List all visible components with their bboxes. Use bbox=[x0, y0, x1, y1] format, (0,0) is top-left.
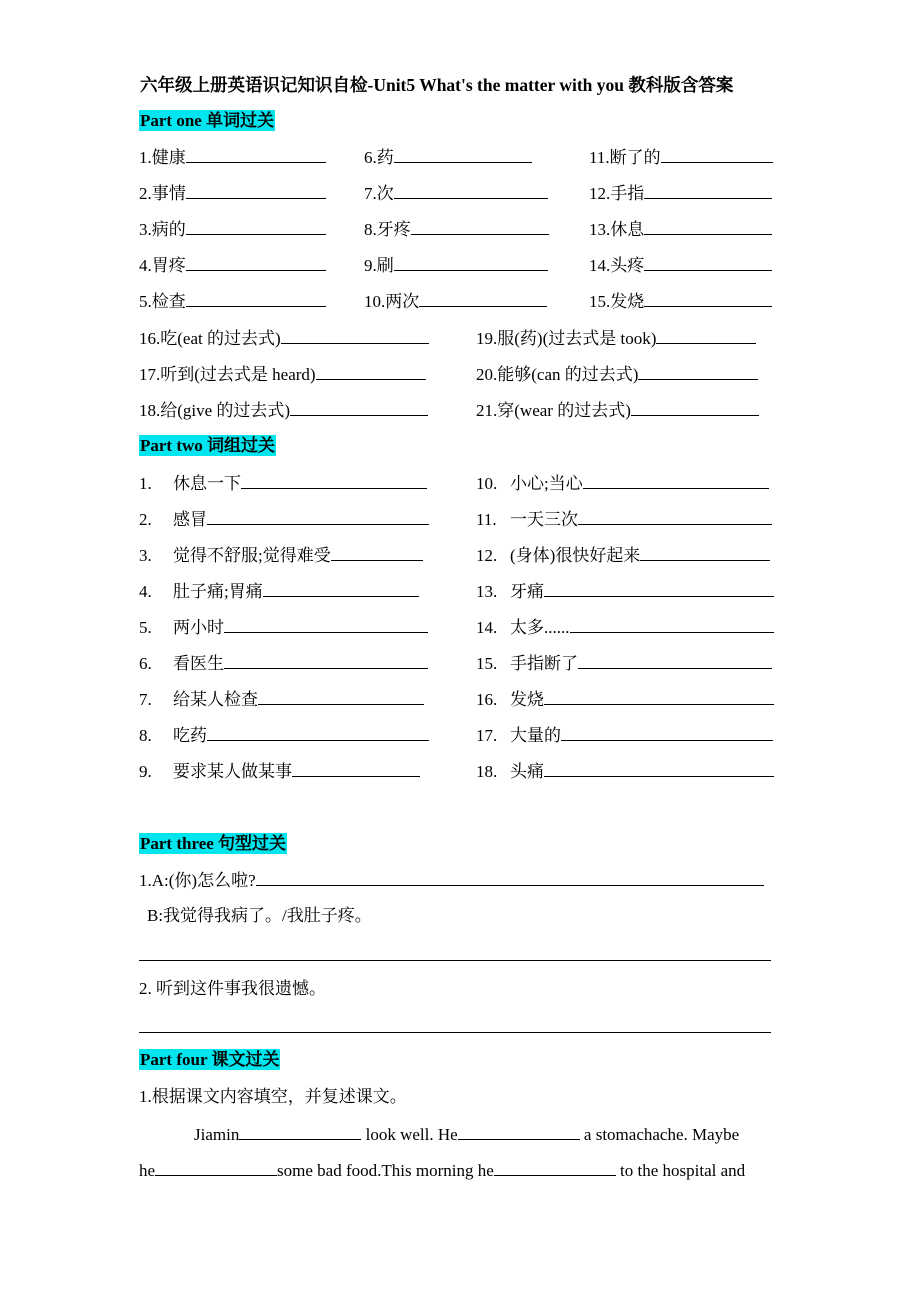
answer-line[interactable] bbox=[139, 1032, 771, 1033]
page-title: 六年级上册英语识记知识自检-Unit5 What's the matter with you 教科版含答案 bbox=[140, 75, 734, 95]
word-item: 20.能够(can 的过去式) bbox=[476, 364, 758, 385]
answer-blank[interactable] bbox=[186, 219, 326, 235]
phrase-item: 16. 发烧 bbox=[476, 689, 774, 710]
phrase-item: 1. 休息一下 bbox=[139, 473, 427, 494]
word-item: 8.牙疼 bbox=[364, 219, 549, 240]
answer-blank[interactable] bbox=[631, 400, 759, 416]
phrase-item: 11. 一天三次 bbox=[476, 509, 772, 530]
answer-blank[interactable] bbox=[331, 545, 423, 561]
phrase-item: 17. 大量的 bbox=[476, 725, 773, 746]
phrase-item: 3. 觉得不舒服;觉得难受 bbox=[139, 545, 423, 566]
answer-blank[interactable] bbox=[290, 400, 428, 416]
answer-blank[interactable] bbox=[494, 1160, 616, 1176]
phrase-item: 6. 看医生 bbox=[139, 653, 428, 674]
answer-blank[interactable] bbox=[544, 581, 774, 597]
answer-blank[interactable] bbox=[561, 725, 773, 741]
answer-blank[interactable] bbox=[281, 328, 429, 344]
answer-blank[interactable] bbox=[458, 1124, 580, 1140]
word-item: 13.休息 bbox=[589, 219, 772, 240]
phrase-item: 10. 小心;当心 bbox=[476, 473, 769, 494]
answer-blank[interactable] bbox=[578, 509, 772, 525]
sentence-q2: 2. 听到这件事我很遗憾。 bbox=[139, 979, 326, 998]
phrase-item: 12. (身体)很快好起来 bbox=[476, 545, 770, 566]
phrase-item: 9. 要求某人做某事 bbox=[139, 761, 420, 782]
answer-blank[interactable] bbox=[186, 183, 326, 199]
answer-blank[interactable] bbox=[155, 1160, 277, 1176]
answer-blank[interactable] bbox=[544, 761, 774, 777]
sentence-q1a: 1.A:(你)怎么啦? bbox=[139, 870, 764, 891]
phrase-item: 15. 手指断了 bbox=[476, 653, 772, 674]
answer-blank[interactable] bbox=[544, 689, 774, 705]
answer-blank[interactable] bbox=[256, 870, 764, 886]
word-item: 18.给(give 的过去式) bbox=[139, 400, 428, 421]
phrase-item: 5. 两小时 bbox=[139, 617, 428, 638]
answer-blank[interactable] bbox=[644, 219, 772, 235]
phrase-item: 2. 感冒 bbox=[139, 509, 429, 530]
word-item: 11.断了的 bbox=[589, 147, 773, 168]
answer-blank[interactable] bbox=[638, 364, 758, 380]
answer-blank[interactable] bbox=[570, 617, 774, 633]
answer-blank[interactable] bbox=[578, 653, 772, 669]
word-item: 2.事情 bbox=[139, 183, 326, 204]
answer-blank[interactable] bbox=[292, 761, 420, 777]
answer-blank[interactable] bbox=[411, 219, 549, 235]
word-item: 7.次 bbox=[364, 183, 548, 204]
answer-blank[interactable] bbox=[207, 509, 429, 525]
word-item: 6.药 bbox=[364, 147, 532, 168]
answer-blank[interactable] bbox=[224, 653, 428, 669]
answer-blank[interactable] bbox=[241, 473, 427, 489]
answer-blank[interactable] bbox=[656, 328, 756, 344]
word-item: 12.手指 bbox=[589, 183, 772, 204]
answer-blank[interactable] bbox=[394, 183, 548, 199]
word-item: 9.刷 bbox=[364, 255, 548, 276]
word-item: 4.胃疼 bbox=[139, 255, 326, 276]
phrase-item: 7. 给某人检查 bbox=[139, 689, 424, 710]
answer-blank[interactable] bbox=[644, 255, 772, 271]
word-item: 1.健康 bbox=[139, 147, 326, 168]
answer-blank[interactable] bbox=[263, 581, 419, 597]
phrase-item: 8. 吃药 bbox=[139, 725, 429, 746]
part-four-instruction: 1.根据课文内容填空，并复述课文。 bbox=[139, 1087, 407, 1106]
word-item: 3.病的 bbox=[139, 219, 326, 240]
word-item: 15.发烧 bbox=[589, 291, 772, 312]
answer-blank[interactable] bbox=[583, 473, 769, 489]
answer-blank[interactable] bbox=[394, 255, 548, 271]
word-item: 5.检查 bbox=[139, 291, 326, 312]
answer-blank[interactable] bbox=[186, 291, 326, 307]
answer-blank[interactable] bbox=[661, 147, 773, 163]
word-item: 21.穿(wear 的过去式) bbox=[476, 400, 759, 421]
word-item: 16.吃(eat 的过去式) bbox=[139, 328, 429, 349]
passage-line-2: he some bad food.This morning he to the hospital and bbox=[139, 1161, 746, 1180]
answer-blank[interactable] bbox=[186, 147, 326, 163]
phrase-item: 13. 牙痛 bbox=[476, 581, 774, 602]
phrase-item: 14. 太多...... bbox=[476, 617, 774, 638]
answer-blank[interactable] bbox=[239, 1124, 361, 1140]
answer-blank[interactable] bbox=[644, 291, 772, 307]
answer-blank[interactable] bbox=[186, 255, 326, 271]
part-one-heading: Part one 单词过关 bbox=[140, 111, 275, 130]
answer-blank[interactable] bbox=[640, 545, 770, 561]
part-four-heading: Part four 课文过关 bbox=[140, 1050, 280, 1069]
word-item: 10.两次 bbox=[364, 291, 547, 312]
answer-blank[interactable] bbox=[207, 725, 429, 741]
sentence-q1b: B:我觉得我病了。/我肚子疼。 bbox=[147, 906, 372, 925]
answer-blank[interactable] bbox=[258, 689, 424, 705]
passage-line-1: Jiamin look well. He a stomachache. Maybe bbox=[194, 1125, 740, 1144]
answer-blank[interactable] bbox=[644, 183, 772, 199]
phrase-item: 4. 肚子痛;胃痛 bbox=[139, 581, 419, 602]
phrase-item: 18. 头痛 bbox=[476, 761, 774, 782]
answer-blank[interactable] bbox=[394, 147, 532, 163]
word-item: 19.服(药)(过去式是 took) bbox=[476, 328, 756, 349]
word-item: 14.头疼 bbox=[589, 255, 772, 276]
answer-blank[interactable] bbox=[419, 291, 547, 307]
word-item: 17.听到(过去式是 heard) bbox=[139, 364, 426, 385]
part-two-heading: Part two 词组过关 bbox=[140, 436, 276, 455]
part-three-heading: Part three 句型过关 bbox=[140, 834, 287, 853]
answer-blank[interactable] bbox=[224, 617, 428, 633]
answer-blank[interactable] bbox=[316, 364, 426, 380]
answer-line[interactable] bbox=[139, 960, 771, 961]
